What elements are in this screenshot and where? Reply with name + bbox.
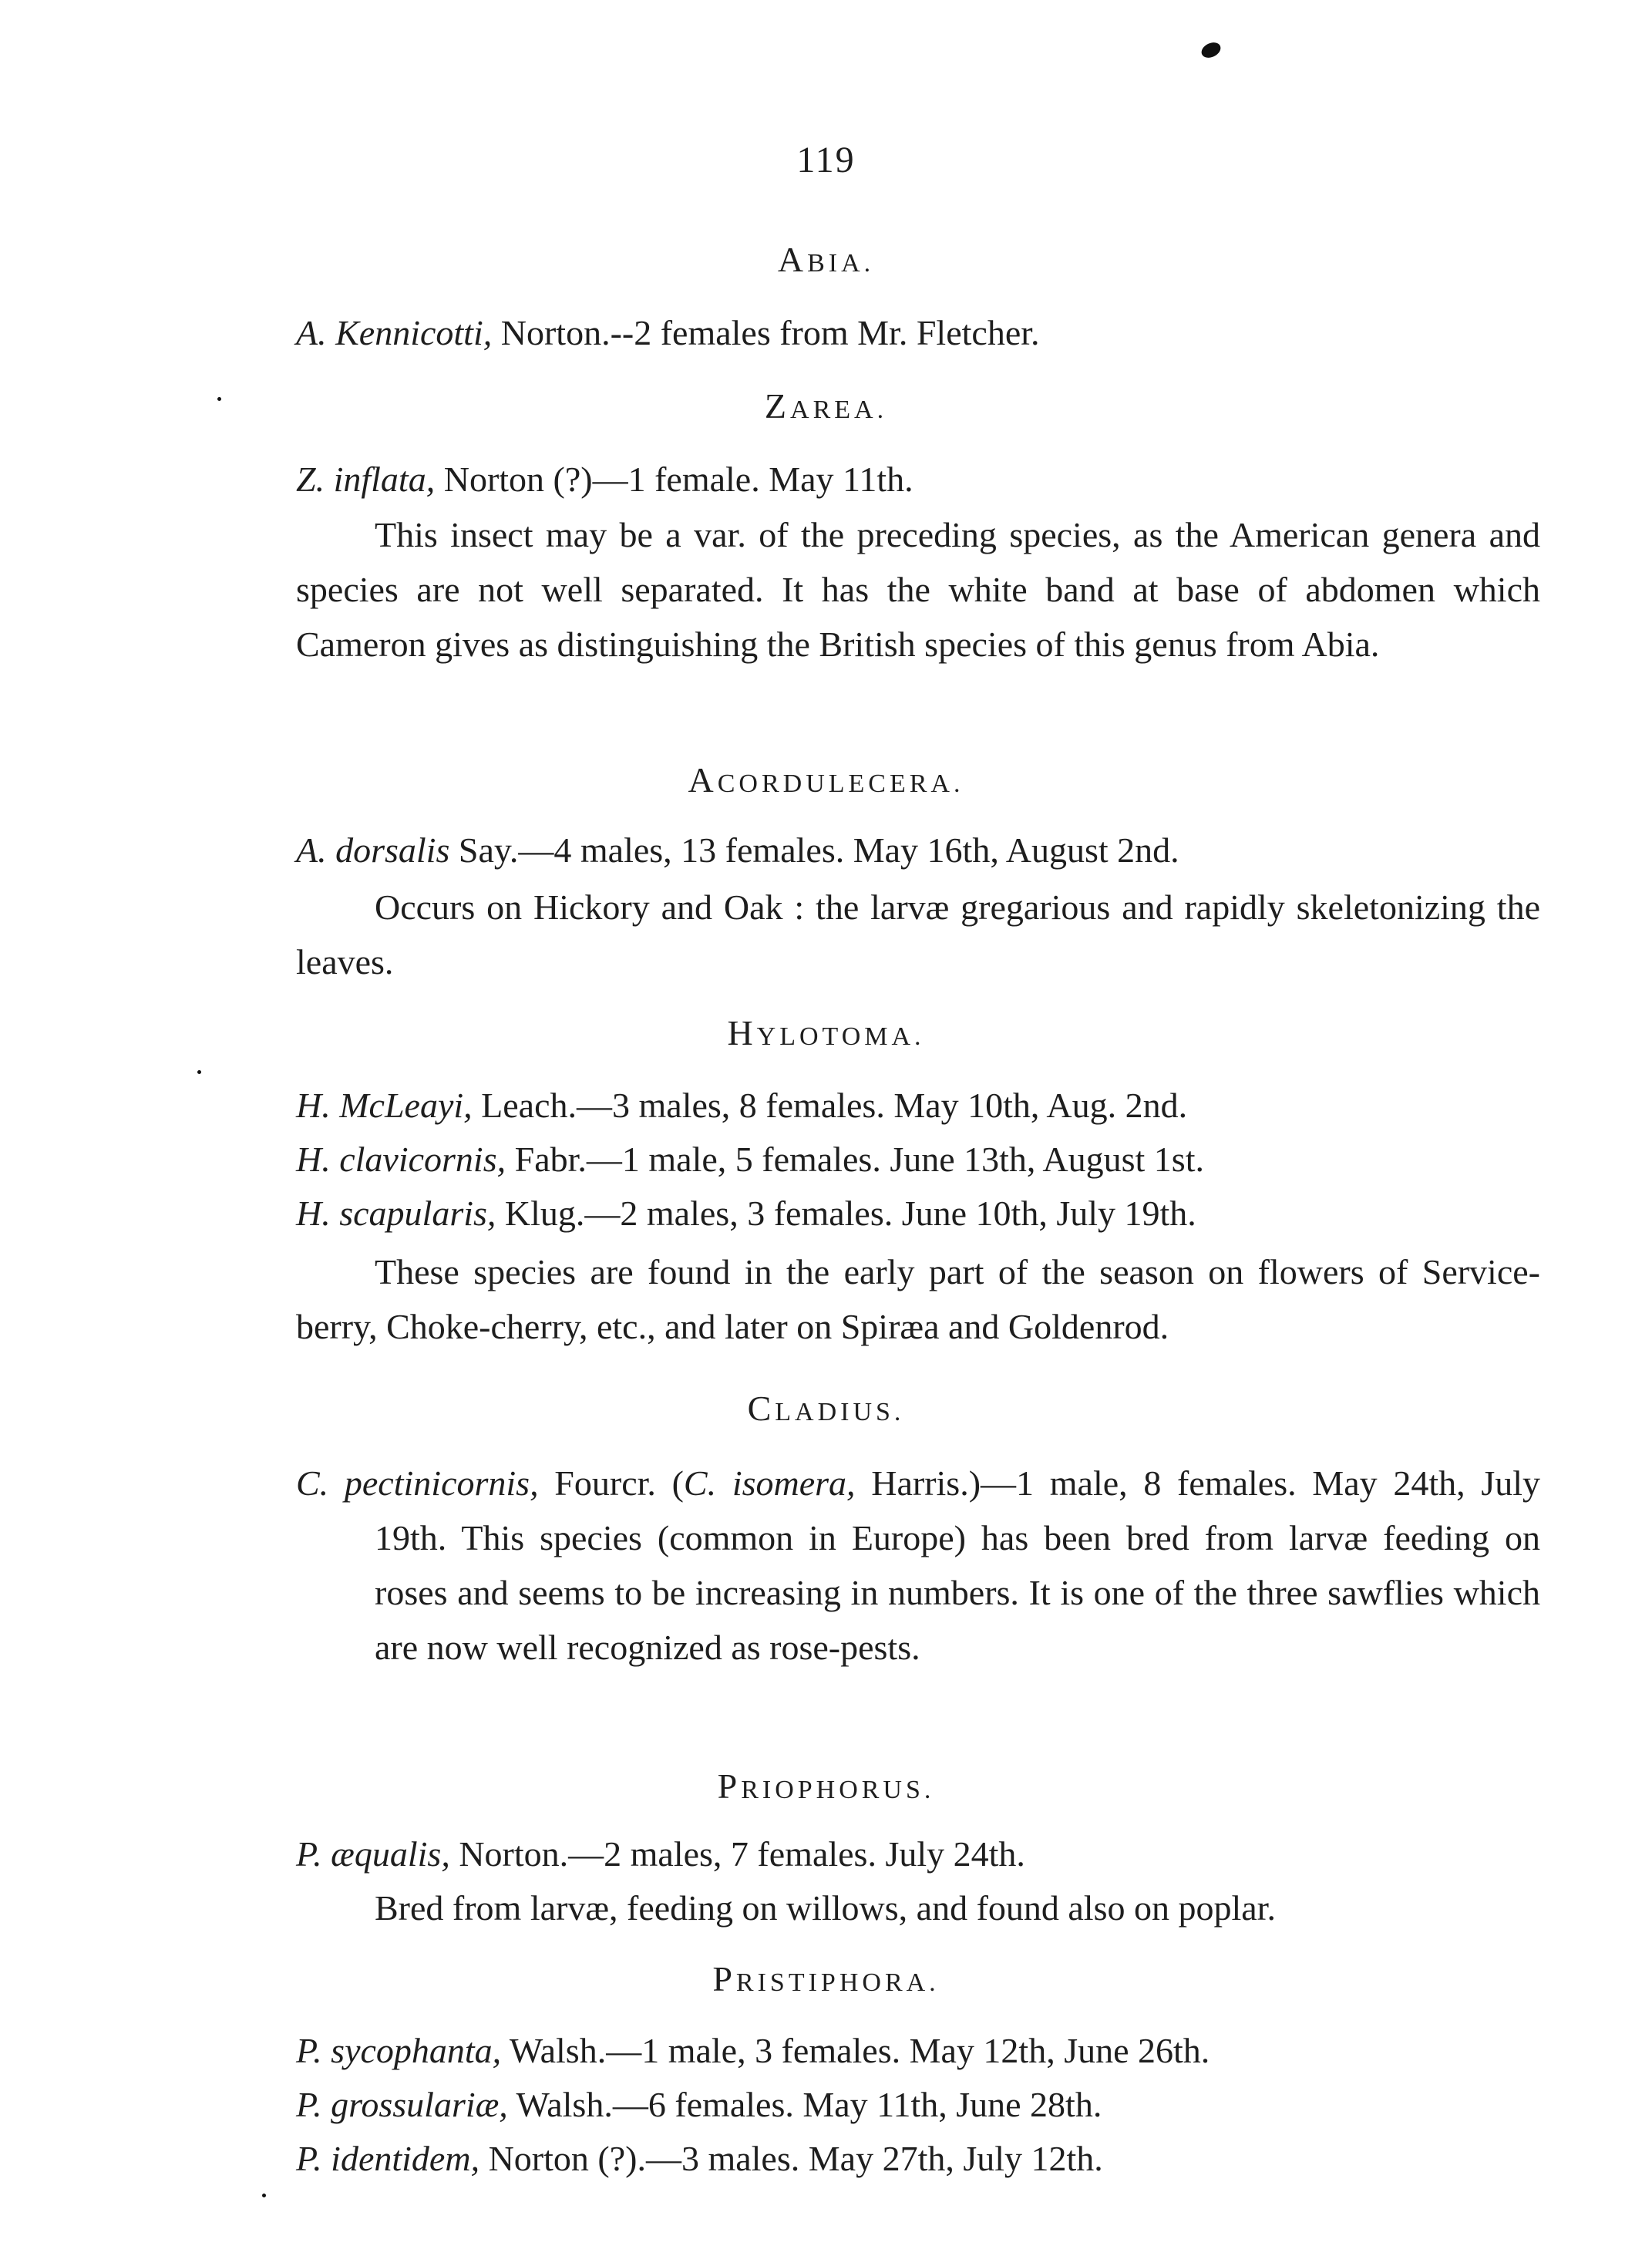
species-entry <box>296 310 1040 356</box>
entry-text: Leach.—3 males, 8 females. May 10th, Aug. 2nd. <box>472 1086 1188 1125</box>
species-name: A. dorsalis <box>296 830 450 870</box>
genus-heading-abia: ABIA. <box>777 240 875 279</box>
entry-text: Klug.—2 males, 3 females. June 10th, July 19th. <box>496 1194 1196 1233</box>
species-note-hylotoma: These species are found in the early part of the season on flowers of Service-berry, Choke-cherry, etc., and later on Spiræa and Goldenrod. <box>296 1252 1540 1346</box>
entry-text: Fabr.—1 male, 5 females. June 13th, August 1st. <box>506 1140 1204 1179</box>
ink-blot <box>1199 39 1223 60</box>
entry-text: Fourcr. ( <box>538 1463 684 1503</box>
species-note-zarea: This insect may be a var. of the preceding species, as the American genera and species are not well separated. It has the white band at base of abdomen which Cameron gives as distinguishing the British species of this genus from Abia. <box>296 515 1540 664</box>
entry-text: Walsh.—1 male, 3 females. May 12th, June 26th. <box>501 2031 1210 2070</box>
species-entry <box>296 456 913 503</box>
species-entry <box>296 2028 1210 2074</box>
page-number: 119 <box>796 140 856 180</box>
species-name: Z. inflata, <box>296 460 436 499</box>
genus-heading-cladius: CLADIUS. <box>747 1389 905 1428</box>
species-note-acordulecera: Occurs on Hickory and Oak : the larvæ gregarious and rapidly skeletonizing the leaves. <box>296 887 1540 982</box>
entry-text: Walsh.—6 females. May 11th, June 28th. <box>507 2085 1102 2124</box>
entry-text: Norton (?).—3 males. May 27th, July 12th. <box>479 2139 1103 2178</box>
species-name: H. clavicornis, <box>296 1140 506 1179</box>
species-name: C. pectinicornis, <box>296 1463 539 1503</box>
species-name: P. identidem, <box>296 2139 480 2178</box>
species-entry <box>296 1136 1204 1183</box>
synonym-name: C. isomera, <box>683 1463 856 1503</box>
entry-text: Norton.—2 males, 7 females. July 24th. <box>449 1834 1025 1874</box>
species-name: H. scapularis, <box>296 1194 496 1233</box>
margin-dot <box>262 2194 266 2197</box>
genus-heading-pristiphora: PRISTIPHORA. <box>712 1959 940 1998</box>
species-entry <box>296 2136 1103 2182</box>
margin-dot <box>197 1070 201 1074</box>
entry-text: Say.—4 males, 13 females. May 16th, August 2nd. <box>449 830 1179 870</box>
genus-heading-acordulecera: ACORDULECERA. <box>688 760 964 800</box>
species-name: P. grossulariæ, <box>296 2085 508 2124</box>
species-name: A. Kennicotti, <box>296 313 493 352</box>
species-entry <box>296 1190 1196 1237</box>
species-entry-cladius <box>296 1456 1540 1675</box>
entry-text: Norton.--2 females from Mr. Fletcher. <box>492 313 1040 352</box>
species-note-priophorus: Bred from larvæ, feeding on willows, and found also on poplar. <box>375 1888 1276 1928</box>
genus-heading-priophorus: PRIOPHORUS. <box>717 1766 935 1806</box>
species-name: H. McLeayi, <box>296 1086 473 1125</box>
entry-text: Norton (?)—1 female. May 11th. <box>435 460 913 499</box>
genus-heading-zarea: ZAREA. <box>764 386 888 426</box>
species-entry <box>296 2082 1102 2128</box>
species-entry <box>296 1831 1025 1877</box>
species-name: P. æqualis, <box>296 1834 450 1874</box>
genus-heading-hylotoma: HYLOTOMA. <box>727 1013 925 1052</box>
species-name: P. sycophanta, <box>296 2031 502 2070</box>
entry-text: Harris.)—1 male, 8 females. May 24th, July 19th. This species (common in Europe) has been bred from larvæ feeding on roses and seems to be increasing in numbers. It is one of the three sawflies which are now well recognized as rose-pests. <box>375 1463 1541 1667</box>
species-entry <box>296 1083 1187 1129</box>
species-entry <box>296 827 1179 874</box>
